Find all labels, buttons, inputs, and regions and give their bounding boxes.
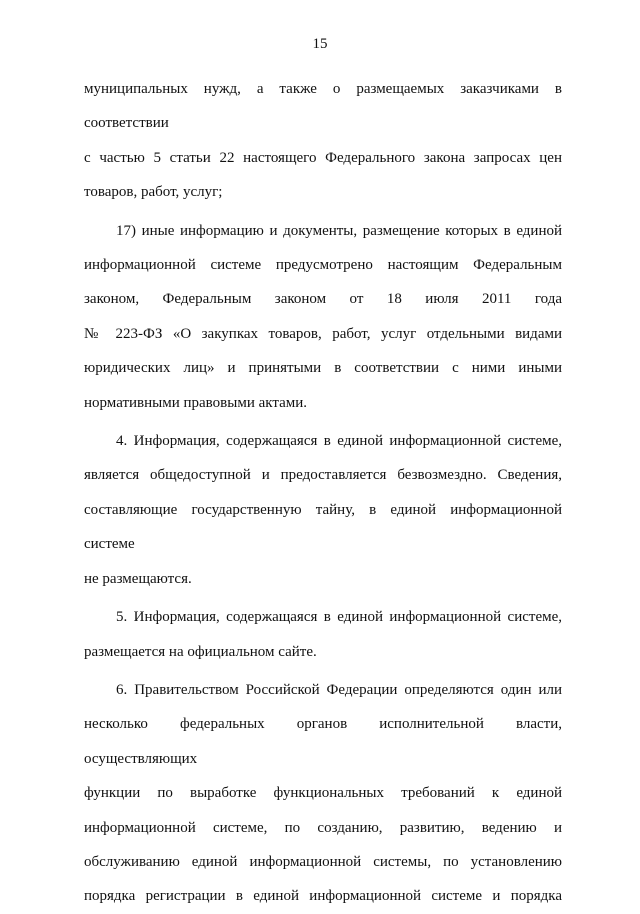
text-line: с частью 5 статьи 22 настоящего Федерального закона запросах цен <box>84 149 562 166</box>
text-line: 17) иные информацию и документы, размещение которых в единой <box>116 222 562 239</box>
page-number: 15 <box>312 36 328 52</box>
paragraph-continuation <box>84 72 562 210</box>
text-line: законом, Федеральным законом от 18 июля 2011 года <box>84 291 562 308</box>
paragraph-item-17 <box>84 214 562 420</box>
document-body <box>84 72 562 914</box>
paragraph-6 <box>84 673 562 914</box>
text-line: функции по выработке функциональных требований к единой <box>84 785 562 802</box>
paragraph-5 <box>84 600 562 669</box>
text-line: не размещаются. <box>84 570 192 587</box>
text-line: товаров, работ, услуг; <box>84 184 223 201</box>
text-line: порядка регистрации в единой информационной системе и порядка <box>84 888 562 905</box>
text-line: 4. Информация, содержащаяся в единой информационной системе, <box>116 433 562 450</box>
text-line: является общедоступной и предоставляется безвозмездно. Сведения, <box>84 467 562 484</box>
text-line: 5. Информация, содержащаяся в единой информационной системе, <box>116 609 562 626</box>
text-line: № 223-ФЗ «О закупках товаров, работ, услуг отдельными видами <box>84 325 562 342</box>
text-line: размещается на официальном сайте. <box>84 643 317 660</box>
text-line: 6. Правительством Российской Федерации определяются один или <box>116 681 562 698</box>
text-line: обслуживанию единой информационной системы, по установлению <box>84 853 562 870</box>
text-line: составляющие государственную тайну, в единой информационной системе <box>84 501 562 553</box>
text-line: нормативными правовыми актами. <box>84 394 308 411</box>
text-line: юридических лиц» и принятыми в соответствии с ними иными <box>84 360 562 377</box>
text-line: информационной системе, по созданию, развитию, ведению и <box>84 819 562 836</box>
paragraph-4 <box>84 424 562 596</box>
text-line: информационной системе предусмотрено настоящим Федеральным <box>84 257 562 274</box>
text-line: несколько федеральных органов исполнительной власти, осуществляющих <box>84 716 562 767</box>
text-line: муниципальных нужд, а также о размещаемых заказчиками в соответствии <box>84 81 562 132</box>
